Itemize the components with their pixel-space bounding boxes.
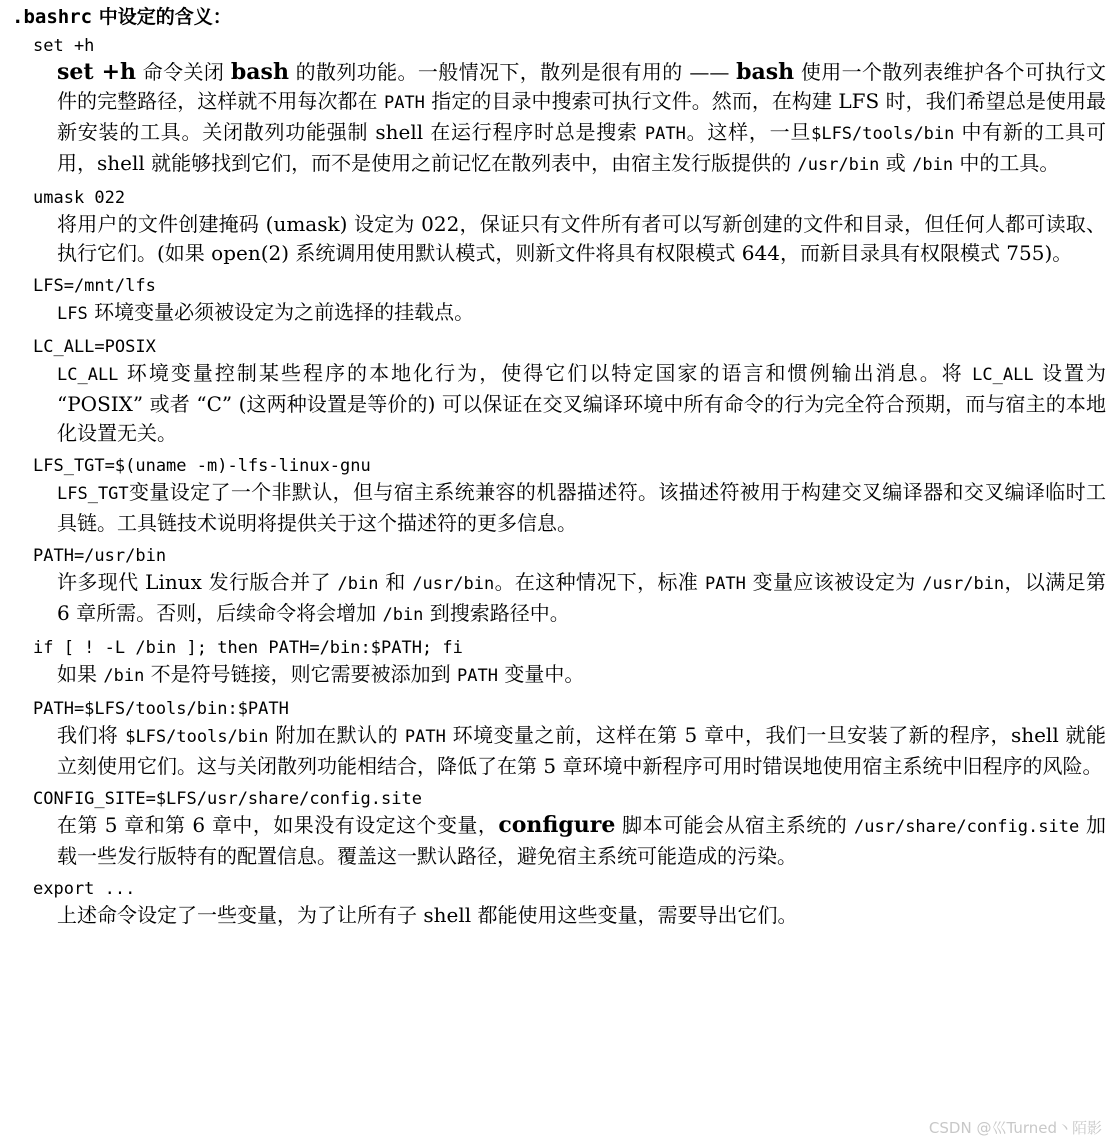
description-text: 不是符号链接，则它需要被添加到 [144, 662, 458, 686]
definition-term: if [ ! -L /bin ]; then PATH=/bin:$PATH; fi [33, 638, 463, 658]
watermark: CSDN @巛Turned丶陌影 [928, 1119, 1102, 1137]
description-text: 。在这种情况下，标准 [494, 570, 705, 594]
definition-entry [12, 186, 1106, 268]
description-text: 到搜索路径中。 [423, 601, 570, 625]
definition-description [57, 721, 1106, 781]
description-text: 。这样，一旦 [685, 120, 812, 144]
description-text: 设置为 “POSIX” 或者 “C” (这两种设置是等价的) 可以保证在交叉编译环境中所有命令的行为完全符合预期，而与宿主的本地化设置无关。 [57, 361, 1106, 445]
definition-description [57, 568, 1106, 630]
description-text: 附加在默认的 [268, 723, 405, 747]
description-text: 上述命令设定了一些变量，为了让所有子 shell 都能使用这些变量，需要导出它们。 [57, 903, 798, 927]
definition-term: set +h [33, 36, 95, 56]
definition-entry [12, 697, 1106, 781]
definition-entry [12, 335, 1106, 448]
inline-code: /usr/bin [797, 155, 880, 175]
definition-term: export ... [33, 879, 136, 899]
inline-code: /bin [912, 155, 954, 175]
description-text: 使用一个散列表维护各个可执行文件的完整路径，这样就不用每次都在 [57, 60, 1107, 113]
description-text: ，以满足第 6 章所需。否则，后续命令将会增加 [57, 570, 1107, 625]
heading-text: 中设定的含义： [92, 6, 232, 28]
inline-code: LC_ALL [57, 365, 119, 385]
bold-command: configure [498, 812, 616, 838]
description-text: 加载一些发行版特有的配置信息。覆盖这一默认路径，避免宿主系统可能造成的污染。 [57, 813, 1107, 868]
definition-description [57, 58, 1106, 180]
inline-code: $LFS/tools/bin [125, 727, 269, 747]
definition-entry [12, 34, 1106, 180]
inline-code: PATH [457, 666, 498, 686]
inline-code: PATH [383, 93, 425, 113]
inline-code: /usr/bin [412, 574, 495, 594]
definition-entry [12, 454, 1106, 538]
definition-term: PATH=$LFS/tools/bin:$PATH [33, 699, 289, 719]
bold-command: bash [230, 59, 289, 85]
inline-code: /bin [103, 666, 145, 686]
description-text: 变量中。 [497, 662, 585, 686]
description-text: 环境变量必须被设定为之前选择的挂载点。 [87, 300, 475, 324]
inline-code: /bin [337, 574, 379, 594]
bold-command: set +h [57, 59, 136, 85]
definition-entry [12, 274, 1106, 329]
definition-description [57, 811, 1106, 871]
description-text: 或 [879, 151, 913, 175]
description-text: 环境变量之前，这样在第 5 章中，我们一旦安装了新的程序，shell 就能立刻使用它们。这与关闭散列功能相结合，降低了在第 5 章环境中新程序可用时错误地使用宿主系统中旧程序的风险。 [57, 723, 1106, 778]
heading-filename: .bashrc [12, 6, 93, 28]
description-text: 变量设定了一个非默认，但与宿主系统兼容的机器描述符。该描述符被用于构建交叉编译器和交叉编译临时工具链。工具链技术说明将提供关于这个描述符的更多信息。 [57, 480, 1106, 535]
description-text: 如果 [57, 662, 104, 686]
description-text: 指定的目录中搜索可执行文件。然而，在构建 LFS 时，我们希望总是使用最新安装的工具。关闭散列功能强制 shell 在运行程序时总是搜索 [57, 89, 1106, 144]
description-text: 将用户的文件创建掩码 (umask) 设定为 022，保证只有文件所有者可以写新创建的文件和目录，但任何人都可读取、执行它们。(如果 open(2) 系统调用使用默认模式，则新文件将具有权限模式 644，而新目录具有权限模式 755)。 [57, 212, 1106, 265]
inline-code: LC_ALL [972, 365, 1034, 385]
definition-entry [12, 544, 1106, 630]
definition-description [57, 660, 1106, 691]
inline-code: LFS_TGT [57, 484, 129, 504]
definition-term: umask 022 [33, 188, 126, 208]
definition-entry [12, 787, 1106, 871]
definition-term: LFS_TGT=$(uname -m)-lfs-linux-gnu [33, 456, 371, 476]
definition-description [57, 901, 1106, 930]
bold-command: bash [736, 59, 795, 85]
description-text: 变量应该被设定为 [745, 570, 923, 594]
inline-code: /usr/bin [922, 574, 1005, 594]
description-text: 脚本可能会从宿主系统的 [615, 813, 855, 837]
definition-description [57, 478, 1106, 538]
definition-entry [12, 636, 1106, 691]
inline-code: /bin [382, 605, 424, 625]
definition-description [57, 359, 1106, 448]
definition-term: LC_ALL=POSIX [33, 337, 156, 357]
definition-description [57, 298, 1106, 329]
definition-term: PATH=/usr/bin [33, 546, 167, 566]
definition-term: CONFIG_SITE=$LFS/usr/share/config.site [33, 789, 422, 809]
inline-code: PATH [404, 727, 446, 747]
inline-code: /usr/share/config.site [854, 817, 1080, 837]
description-text: 在第 5 章和第 6 章中，如果没有设定这个变量， [57, 813, 499, 837]
definition-list [12, 34, 1106, 930]
definition-entry [12, 877, 1106, 930]
description-text: 命令关闭 [136, 60, 231, 84]
inline-code: PATH [704, 574, 746, 594]
definition-term: LFS=/mnt/lfs [33, 276, 156, 296]
description-text: 许多现代 Linux 发行版合并了 [57, 570, 338, 594]
description-text: 中有新的工具可用，shell 就能够找到它们，而不是使用之前记忆在散列表中，由宿主发行版提供的 [57, 120, 1107, 175]
section-heading [12, 4, 1106, 30]
inline-code: $LFS/tools/bin [811, 124, 955, 144]
description-text: 和 [378, 570, 413, 594]
description-text: 的散列功能。一般情况下，散列是很有用的 —— [288, 60, 737, 84]
description-text: 中的工具。 [953, 151, 1060, 175]
description-text: 我们将 [57, 723, 126, 747]
definition-description [57, 210, 1106, 268]
inline-code: LFS [57, 304, 88, 324]
description-text: 环境变量控制某些程序的本地化行为，使得它们以特定国家的语言和惯例输出消息。将 [118, 361, 973, 385]
inline-code: PATH [644, 124, 686, 144]
